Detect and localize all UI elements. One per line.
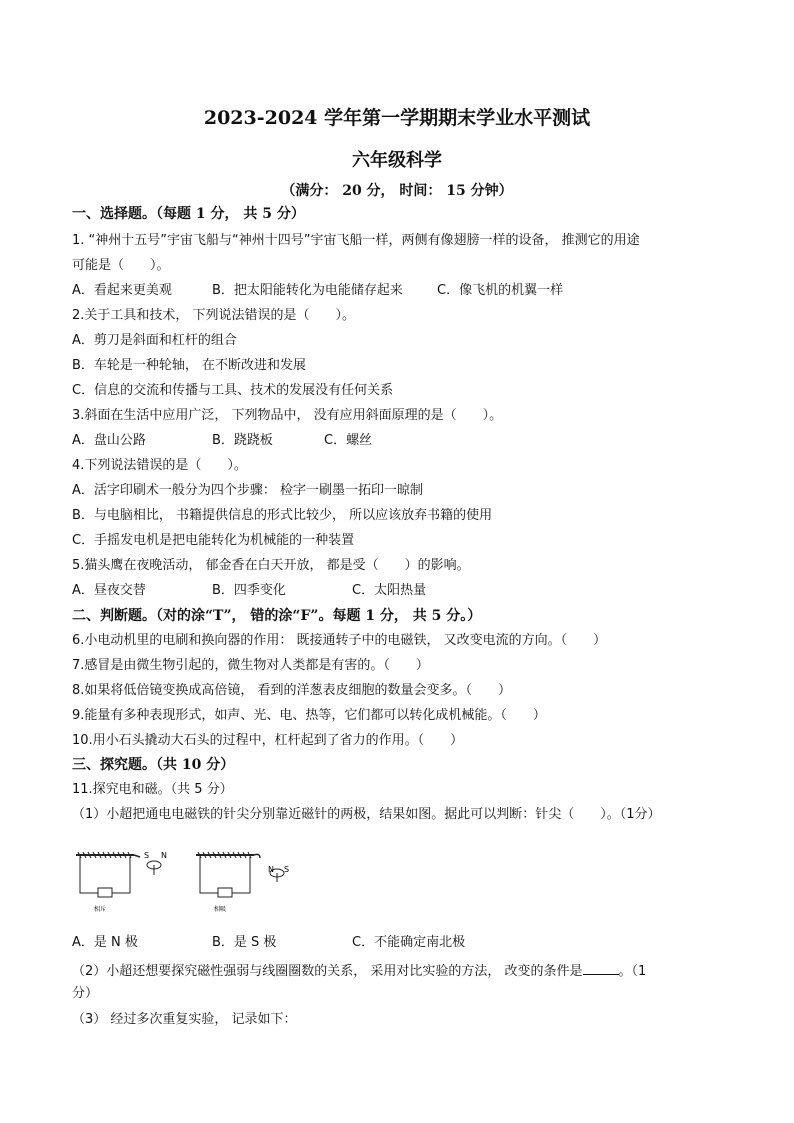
option-c: C．像飞机的机翼一样: [437, 283, 564, 298]
question-11-3: （3） 经过多次重复实验， 记录如下：: [72, 1012, 297, 1027]
right-n-label: N: [268, 865, 274, 874]
left-n-label: N: [161, 851, 167, 860]
question-2-option-a: A．剪刀是斜面和杠杆的组合: [72, 333, 237, 348]
question-11-1: （1）小超把通电电磁铁的针尖分别靠近磁针的两极，结果如图。据此可以判断：针尖（ ）。（1分）: [72, 807, 661, 822]
option-c: C．螺丝: [324, 433, 373, 448]
option-c: C．不能确定南北极: [352, 935, 466, 950]
question-4-option-c: C．手摇发电机是把电能转化为机械能的一种装置: [72, 533, 355, 548]
option-b: B．跷跷板: [212, 433, 273, 448]
question-11-2-cont: 分）: [72, 986, 99, 1001]
question-5: 5.猫头鹰在夜晚活动， 郁金香在白天开放， 都是受（ ）的影响。: [72, 558, 470, 573]
question-11-2: [72, 962, 646, 980]
right-caption: 相吸: [214, 906, 227, 913]
exam-title: 2023-2024 学年第一学期期末学业水平测试: [203, 107, 591, 129]
question-7: 7.感冒是由微生物引起的，微生物对人类都是有害的。（ ）: [72, 658, 429, 673]
question-1-options: [72, 283, 563, 299]
section-heading-choice: 一、选择题。（每题 1 分， 共 5 分）: [72, 206, 305, 222]
question-11-2-tail: 。（1: [618, 964, 647, 979]
option-a: A．是 N 极: [72, 935, 138, 950]
question-2-option-c: C．信息的交流和传播与工具、技术的发展没有任何关系: [72, 383, 394, 398]
figure-right: [196, 852, 289, 913]
subject-title: 六年级科学: [352, 150, 442, 171]
question-3: 3.斜面在生活中应用广泛， 下列物品中， 没有应用斜面原理的是（ ）。: [72, 408, 503, 423]
question-10: 10.用小石头撬动大石头的过程中，杠杆起到了省力的作用。（ ）: [72, 733, 464, 748]
right-s-label: S: [284, 865, 290, 874]
left-s-label: S: [144, 851, 150, 860]
question-11-2-text: （2）小超还想要探究磁性强弱与线圈圈数的关系， 采用对比实验的方法， 改变的条件是: [72, 964, 583, 979]
answer-blank[interactable]: [583, 962, 619, 975]
question-11: 11.探究电和磁。（共 5 分）: [72, 782, 233, 797]
question-8: 8.如果将低倍镜变换成高倍镜， 看到的洋葱表皮细胞的数量会变多。（ ）: [72, 683, 512, 698]
left-caption: 相斥: [94, 906, 107, 913]
question-9: 9.能量有多种表现形式，如声、光、电、热等，它们都可以转化成机械能。（ ）: [72, 708, 546, 723]
figure-left: [76, 851, 167, 913]
option-a: A．看起来更美观: [72, 283, 172, 298]
question-3-options: [72, 433, 372, 449]
electromagnet-figure: [72, 845, 312, 935]
option-b: B．四季变化: [212, 583, 286, 598]
question-1: 1. “神州十五号”宇宙飞船与“神州十四号”宇宙飞船一样，两侧有像翅膀一样的设备， 推测它的用途: [72, 233, 640, 248]
section-heading-judgement: 二、判断题。（对的涂“T”， 错的涂“F”。每题 1 分， 共 5 分。）: [72, 608, 482, 624]
option-b: B．把太阳能转化为电能储存起来: [212, 283, 403, 298]
question-1-cont: 可能是（ ）。: [72, 258, 170, 273]
option-b: B．是 S 极: [212, 935, 277, 950]
question-4-option-b: B．与电脑相比， 书籍提供信息的形式比较少， 所以应该放弃书籍的使用: [72, 508, 493, 523]
question-11-1-options: [72, 935, 465, 951]
option-a: A．盘山公路: [72, 433, 146, 448]
question-2-option-b: B．车轮是一种轮轴， 在不断改进和发展: [72, 358, 307, 373]
question-6: 6.小电动机里的电刷和换向器的作用： 既接通转子中的电磁铁， 又改变电流的方向。（ ）: [72, 633, 607, 648]
question-4: 4.下列说法错误的是（ ）。: [72, 458, 247, 473]
section-heading-inquiry: 三、探究题。（共 10 分）: [72, 757, 235, 773]
question-5-options: [72, 583, 426, 599]
question-2: 2.关于工具和技术， 下列说法错误的是（ ）。: [72, 308, 356, 323]
option-c: C．太阳热量: [352, 583, 427, 598]
option-a: A．昼夜交替: [72, 583, 146, 598]
exam-info: （满分： 20 分， 时间： 15 分钟）: [281, 183, 513, 199]
question-4-option-a: A．活字印刷术一般分为四个步骤： 检字一刷墨一拓印一晾制: [72, 483, 424, 498]
